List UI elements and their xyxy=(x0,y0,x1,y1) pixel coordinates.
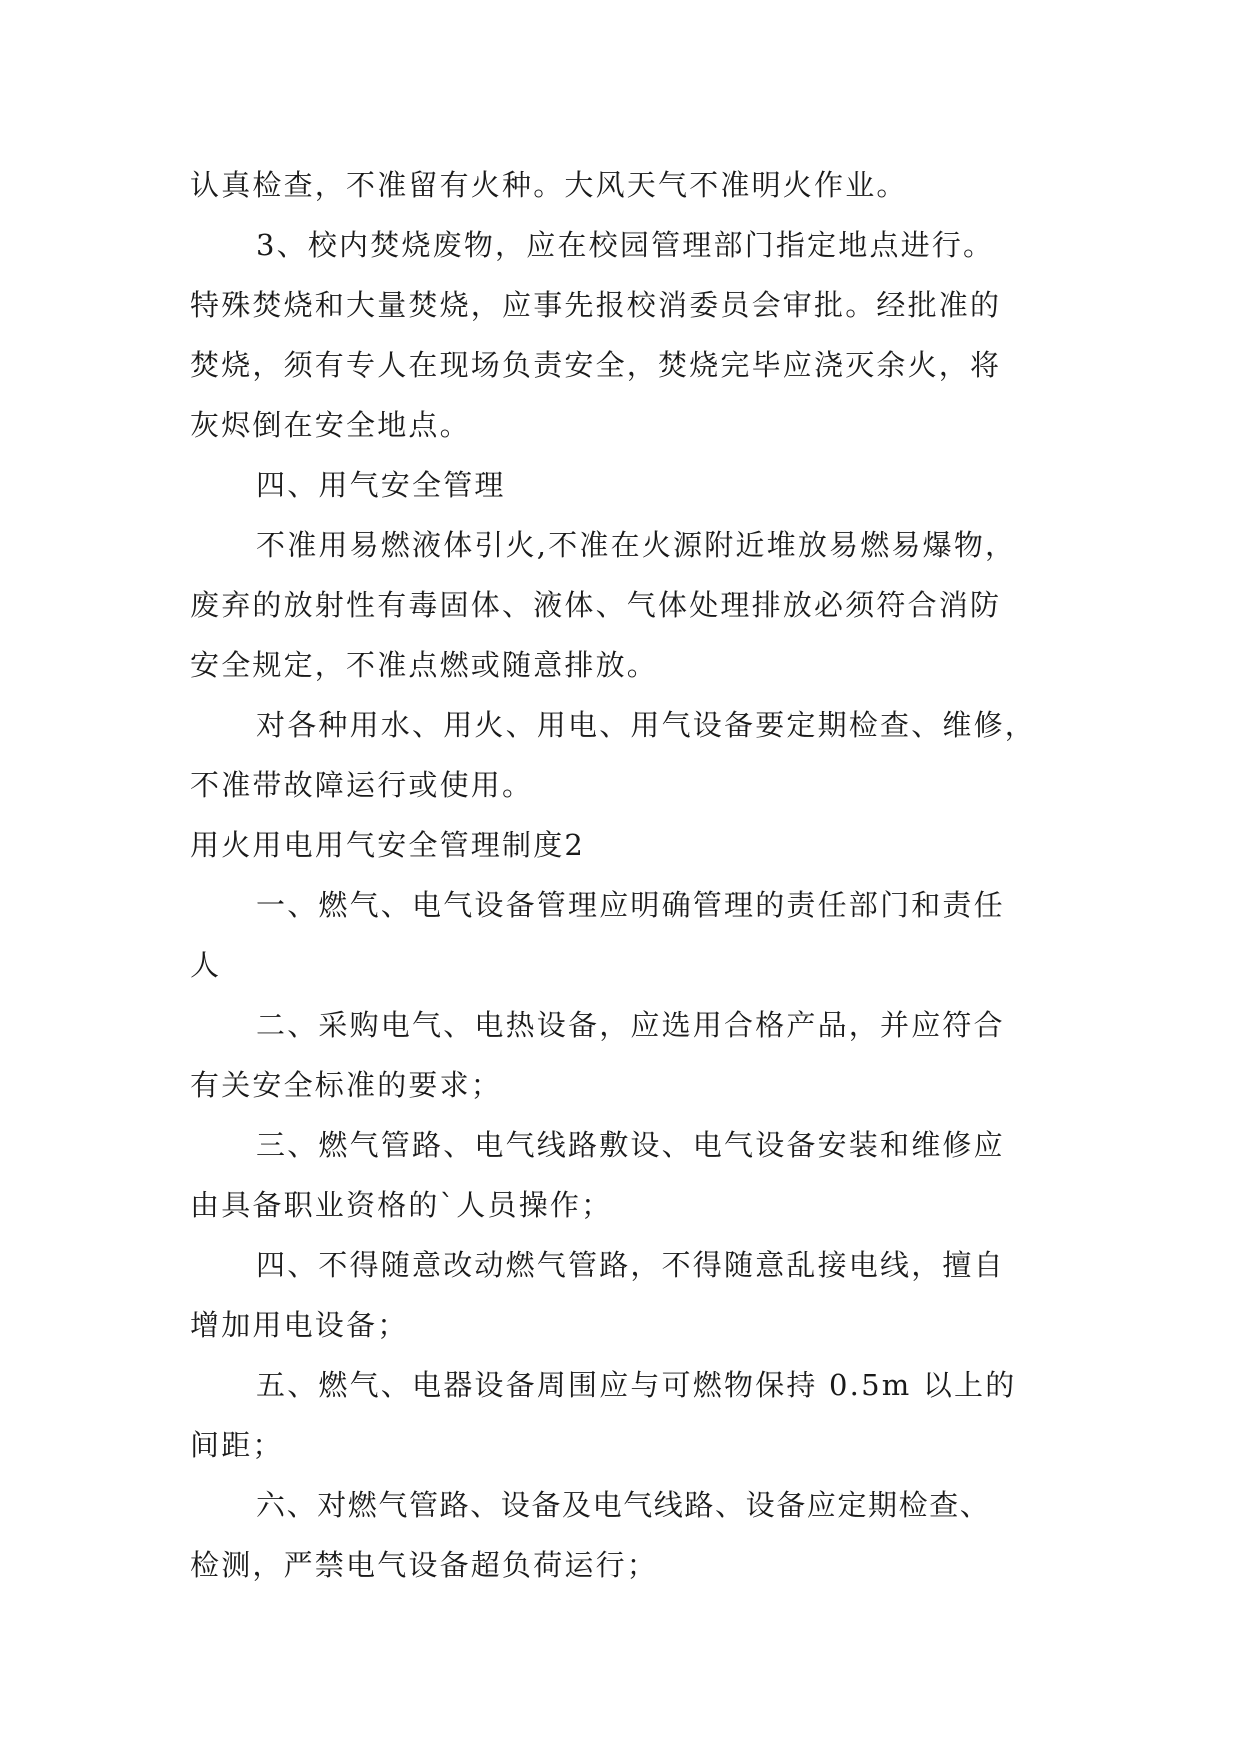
section-heading: 四、用气安全管理 xyxy=(256,468,506,502)
text-line: 间距； xyxy=(190,1428,284,1462)
text-line: 特殊焚烧和大量焚烧，应事先报校消委员会审批。经批准的 xyxy=(190,288,1002,322)
text-line: 安全规定，不准点燃或随意排放。 xyxy=(190,648,659,682)
text-line: 检测，严禁电气设备超负荷运行； xyxy=(190,1548,659,1582)
document-title: 用火用电用气安全管理制度2 xyxy=(190,828,586,862)
text-line: 由具备职业资格的`人员操作； xyxy=(190,1188,613,1222)
document-body xyxy=(190,155,1070,1595)
text-line: 五、燃气、电器设备周围应与可燃物保持 0.5m 以上的 xyxy=(256,1368,1017,1402)
text-line: 废弃的放射性有毒固体、液体、气体处理排放必须符合消防 xyxy=(190,588,1002,622)
text-line: 三、燃气管路、电气线路敷设、电气设备安装和维修应 xyxy=(256,1128,1005,1162)
text-line: 四、不得随意改动燃气管路，不得随意乱接电线，擅自 xyxy=(256,1248,1005,1282)
text-line: 认真检查，不准留有火种。大风天气不准明火作业。 xyxy=(190,168,908,202)
text-line: 灰烬倒在安全地点。 xyxy=(190,408,471,442)
text-line: 六、对燃气管路、设备及电气线路、设备应定期检查、 xyxy=(256,1488,991,1522)
text-line: 3、校内焚烧废物，应在校园管理部门指定地点进行。 xyxy=(256,228,995,262)
text-line: 不准用易燃液体引火,不准在火源附近堆放易燃易爆物， xyxy=(256,528,1017,562)
text-line: 增加用电设备； xyxy=(190,1308,409,1342)
text-line: 焚烧，须有专人在现场负责安全，焚烧完毕应浇灭余火，将 xyxy=(190,348,1002,382)
text-line: 二、采购电气、电热设备，应选用合格产品，并应符合 xyxy=(256,1008,1005,1042)
text-line: 不准带故障运行或使用。 xyxy=(190,768,534,802)
text-line: 一、燃气、电气设备管理应明确管理的责任部门和责任 xyxy=(256,888,1005,922)
text-line: 人 xyxy=(190,948,222,982)
text-line: 有关安全标准的要求； xyxy=(190,1068,503,1102)
text-line: 对各种用水、用火、用电、用气设备要定期检查、维修， xyxy=(256,708,1037,742)
